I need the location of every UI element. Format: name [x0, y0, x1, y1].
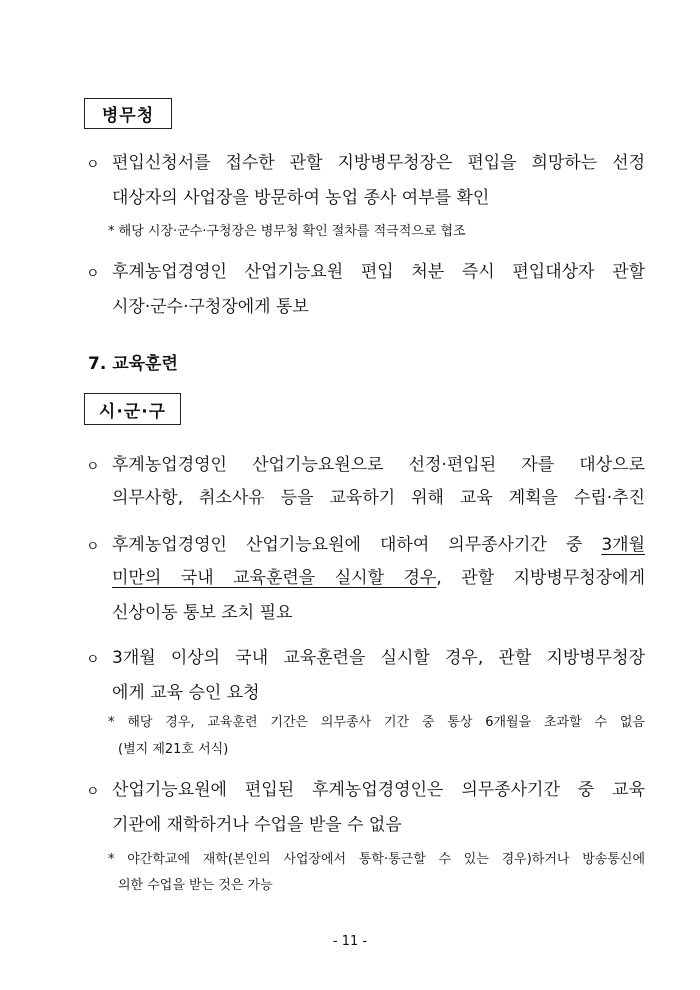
section-heading: 7. 교육훈련 [88, 354, 178, 374]
note-line: * 해당 시장·군수·구청장은 병무청 확인 절차를 적극적으로 협조 [108, 224, 466, 239]
bullet-icon: ㅇ [86, 459, 100, 475]
bullet-icon: ㅇ [86, 157, 100, 173]
note-line: 의한 수업을 받는 것은 가능 [118, 878, 273, 893]
bullet-icon: ㅇ [86, 266, 100, 282]
text-line [112, 567, 645, 589]
text-line: 시장·군수·구청장에게 통보 [112, 297, 309, 317]
section-box-local-government [84, 393, 181, 425]
text-line: 3개월 이상의 국내 교육훈련을 실시할 경우, 관할 지방병무청장 [112, 648, 645, 668]
box-label: 시·군·구 [98, 401, 167, 422]
text-segment: 후계농업경영인 산업기능요원에 대하여 의무종사기간 중 [112, 535, 602, 555]
text-line: 후계농업경영인 산업기능요원 편입 처분 즉시 편입대상자 관할 [112, 262, 645, 282]
bullet-icon: ㅇ [86, 652, 100, 668]
note-line: * 해당 경우, 교육훈련 기간은 의무종사 기간 중 통상 6개월을 초과할 수 없음 [108, 715, 645, 730]
underlined-text: 미만의 국내 교육훈련을 실시할 경우 [112, 568, 437, 588]
text-line: 기관에 재학하거나 수업을 받을 수 없음 [112, 815, 402, 835]
text-line: 후계농업경영인 산업기능요원으로 선정·편입된 자를 대상으로 [112, 455, 645, 475]
underlined-text: 3개월 [601, 535, 645, 555]
page-number: - 11 - [332, 934, 368, 949]
text-line: 산업기능요원에 편입된 후계농업경영인은 의무종사기간 중 교육 [112, 780, 645, 800]
text-line: 편입신청서를 접수한 관할 지방병무청장은 편입을 희망하는 선정 [112, 153, 645, 173]
box-label: 병무청 [101, 106, 155, 126]
section-box-military-manpower [84, 98, 172, 129]
text-line: 의무사항, 취소사유 등을 교육하기 위해 교육 계획을 수립·추진 [112, 488, 645, 508]
bullet-icon: ㅇ [86, 784, 100, 800]
note-line: * 야간학교에 재학(본인의 사업장에서 통학·통근할 수 있는 경우)하거나 방송통신에 [108, 852, 645, 867]
text-line: 신상이동 통보 조치 필요 [112, 603, 293, 623]
note-line: (별지 제21호 서식) [118, 742, 229, 757]
text-line [112, 534, 645, 556]
text-line: 에게 교육 승인 요청 [112, 683, 260, 703]
text-segment: , 관할 지방병무청장에게 [436, 568, 645, 588]
text-line: 대상자의 사업장을 방문하여 농업 종사 여부를 확인 [112, 188, 490, 208]
bullet-icon: ㅇ [86, 539, 100, 555]
